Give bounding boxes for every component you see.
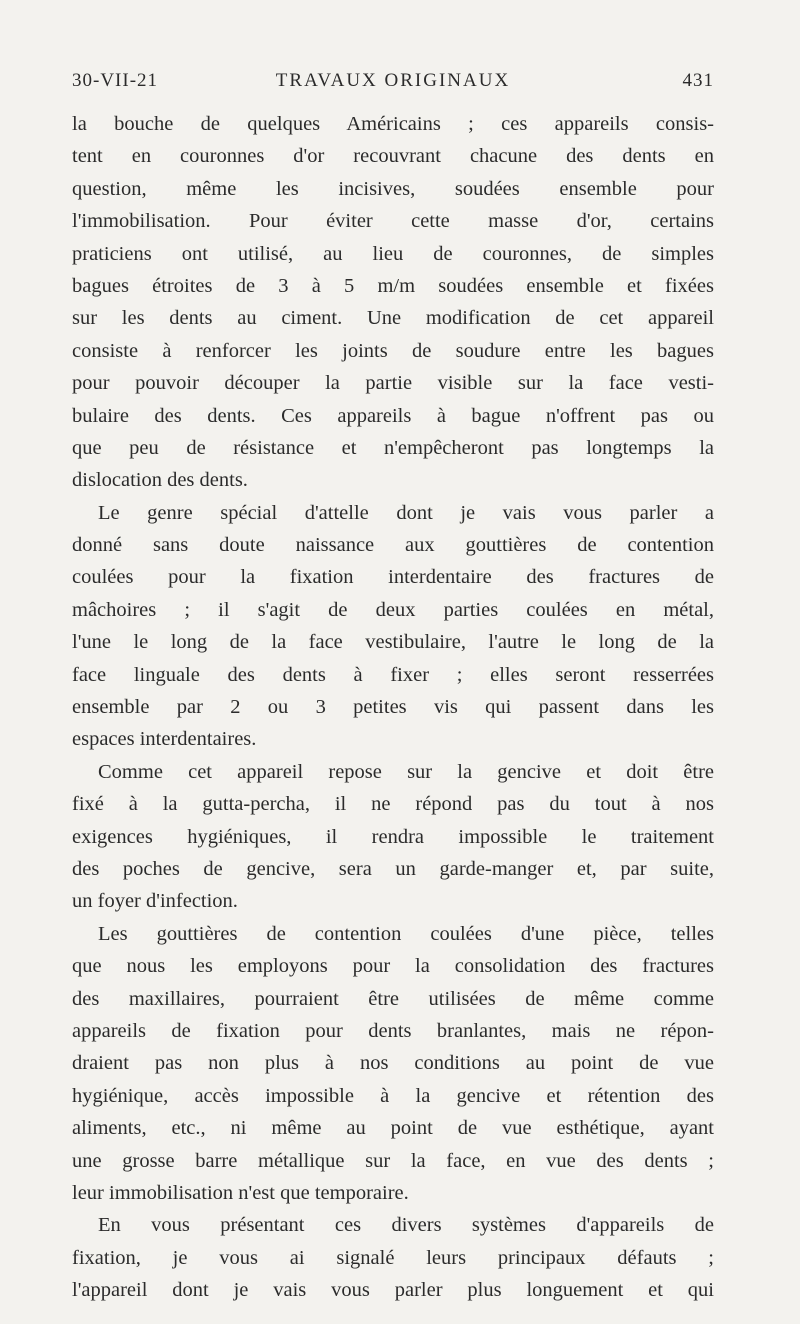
text-line: des maxillaires, pourraient être utilisées de même comme	[72, 987, 714, 1010]
text-line: que peu de résistance et n'empêcheront pas longtemps la	[72, 436, 714, 459]
text-line: leur immobilisation n'est que temporaire.	[72, 1181, 409, 1204]
body-text	[72, 108, 714, 1306]
page-number: 431	[682, 70, 714, 91]
text-line: que nous les employons pour la consolidation des fractures	[72, 955, 714, 978]
text-line: fixation, je vous ai signalé leurs principaux défauts ;	[72, 1246, 714, 1269]
header-section-title: TRAVAUX ORIGINAUX	[275, 70, 511, 91]
text-line: bulaire des dents. Ces appareils à bague n'offrent pas ou	[72, 404, 714, 427]
running-head	[72, 70, 714, 100]
text-line: pour pouvoir découper la partie visible sur la face vesti-	[72, 372, 714, 395]
text-line: l'immobilisation. Pour éviter cette masse d'or, certains	[72, 210, 714, 233]
text-line: bagues étroites de 3 à 5 m/m soudées ensemble et fixées	[72, 274, 714, 297]
text-line: espaces interdentaires.	[72, 728, 257, 751]
text-line: En vous présentant ces divers systèmes d'appareils de	[98, 1214, 714, 1237]
text-line: face linguale des dents à fixer ; elles seront resserrées	[72, 663, 714, 686]
text-line: donné sans doute naissance aux gouttières de contention	[72, 534, 714, 557]
text-line: praticiens ont utilisé, au lieu de couronnes, de simples	[72, 242, 714, 265]
text-line: sur les dents au ciment. Une modification de cet appareil	[72, 307, 714, 330]
text-line: une grosse barre métallique sur la face, en vue des dents ;	[72, 1149, 714, 1172]
text-line: mâchoires ; il s'agit de deux parties coulées en métal,	[72, 598, 714, 621]
text-line: question, même les incisives, soudées ensemble pour	[72, 177, 714, 200]
text-line: des poches de gencive, sera un garde-manger et, par suite,	[72, 857, 714, 880]
text-line: consiste à renforcer les joints de soudure entre les bagues	[72, 339, 714, 362]
text-line: tent en couronnes d'or recouvrant chacune des dents en	[72, 145, 714, 168]
text-line: la bouche de quelques Américains ; ces appareils consis-	[72, 113, 714, 135]
text-line: l'une le long de la face vestibulaire, l'autre le long de la	[72, 631, 714, 654]
text-line: Comme cet appareil repose sur la gencive et doit être	[98, 760, 714, 783]
text-line: fixé à la gutta-percha, il ne répond pas du tout à nos	[72, 793, 714, 816]
text-line: ensemble par 2 ou 3 petites vis qui passent dans les	[72, 696, 714, 719]
text-line: Le genre spécial d'attelle dont je vais vous parler a	[98, 501, 714, 524]
text-line: Les gouttières de contention coulées d'une pièce, telles	[98, 922, 714, 945]
text-line: l'appareil dont je vais vous parler plus longuement et qui	[72, 1279, 714, 1302]
text-line: un foyer d'infection.	[72, 890, 238, 913]
text-line: aliments, etc., ni même au point de vue esthétique, ayant	[72, 1117, 714, 1140]
text-line: draient pas non plus à nos conditions au point de vue	[72, 1052, 714, 1075]
text-line: exigences hygiéniques, il rendra impossible le traitement	[72, 825, 714, 848]
text-line: appareils de fixation pour dents branlantes, mais ne répon-	[72, 1019, 714, 1042]
text-line: dislocation des dents.	[72, 469, 248, 492]
text-line: coulées pour la fixation interdentaire des fractures de	[72, 566, 714, 589]
text-line: hygiénique, accès impossible à la gencive et rétention des	[72, 1084, 714, 1107]
header-date: 30-VII-21	[72, 70, 159, 91]
